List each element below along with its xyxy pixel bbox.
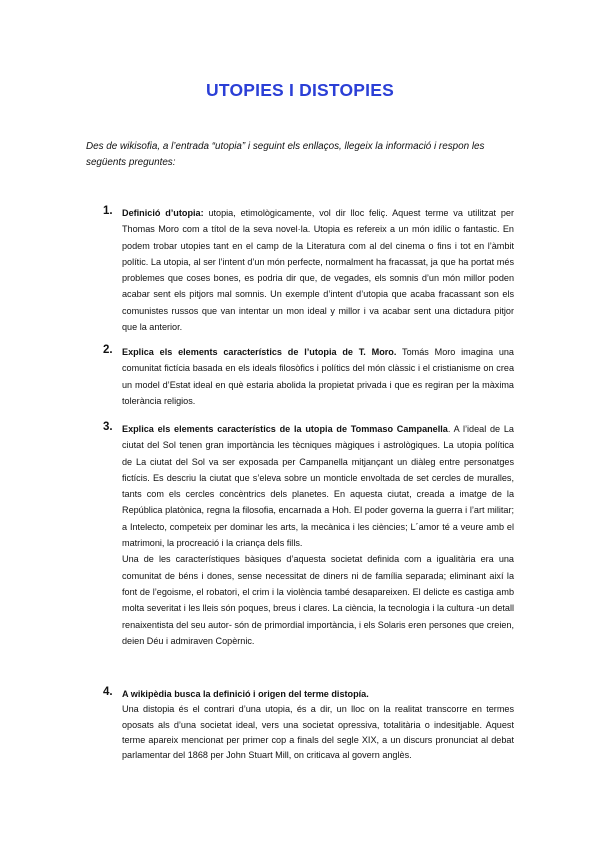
question-2-body: Tomás Moro imagina una comunitat fictícia basada en els ideals filosòfics i polítics del món clàssic i el cristianisme on crea un model d’Estat ideal en què estaria abolida la propietat privada i que es regiran per la màxima tolerància religios.: [122, 347, 514, 406]
question-4-body: Una distopia és el contrari d’una utopia, és a dir, un lloc on la realitat transcorre en termes oposats als d’una societat ideal, vers una societat opressiva, totalitària o indesitjable. Aquest terme apareix mencionat per primer cop a finals del segle XIX, a un discurs pronunciat al debat parlamentar del 1868 per John Stuart Mill, on criticava al govern anglès.: [122, 704, 514, 761]
question-3-body-continued: Una de les característiques bàsiques d’aquesta societat definida com a igualitària era una comunitat de béns i dones, sense necessitat de diners ni de família separada; eliminant així la font de l’egoisme, el robatori, el crim i la violència també desapareixen. El delicte es castiga amb molta severitat i les lleis són poques, breus i clares. La ciència, la tecnologia i la cultura -un detall renaixentista del seu autor- són de primordial importància, i els Solaris eren persones que creien, deien Déu i admiraven Copèrnic.: [122, 554, 514, 646]
question-number-3: 3.: [103, 421, 113, 433]
question-1-body: utopia, etimològicamente, vol dir lloc feliç. Aquest terme va utilitzat per Thomas Moro com a títol de la seva novel·la. Utopia es refereix a un món idílic o fantastic. En podem trobar utopies tant en el camp de la Literatura com al del cinema o fins i tot en l’àmbit polític. La utopia, al ser l’intent d’un món perfecte, normalment ha fracassat, ja que ha portat més problemes que coses bones, es podria dir que, de vegades, els somnis d’un món millor poden acabar sent els pitjors mal somnis. Un exemple d’intent d’utopia que acaba fracassant son els comunistes russos que van intentar un mon ideal y millor i va acabar sent una dictadura pitjor que la anterior.: [122, 208, 514, 333]
page-title: UTOPIES I DISTOPIES: [206, 80, 394, 100]
question-number-4: 4.: [103, 686, 113, 698]
question-1-lead: Definició d’utopia:: [122, 208, 204, 218]
question-3: [122, 421, 514, 649]
instructions-text: Des de wikisofia, a l’entrada “utopia” i seguint els enllaços, llegeix la informació i respon les següents preguntes:: [86, 141, 485, 168]
question-4: [122, 686, 514, 763]
question-2-lead: Explica els elements característics de l’utopia de T. Moro.: [122, 347, 397, 357]
question-2: [122, 344, 514, 409]
question-1: [122, 205, 514, 335]
question-3-body: . A l’ideal de La ciutat del Sol tenen gran importància les tècniques màgiques i astrològiques. La utopia política de La ciutat del Sol va ser exposada per Campanella mitjançant un diàleg entre personatges fictícis. Es descriu la ciutat que s’eleva sobre un monticle envoltada de set cercles de muralles, tants com els cercles concèntrics dels planetes. En aquesta ciutat, creada a imatge de la República platònica, regna la filosofia, encarnada a Hoh. El poder governa la guerra i l’art militar; a Intelecto, competeix per dominar les arts, la mecànica i les ciències; L´amor té a veure amb el matrimoni, la procreació i la criança dels fills.: [122, 424, 514, 549]
question-number-1: 1.: [103, 205, 113, 217]
question-3-lead: Explica els elements característics de la utopia de Tommaso Campanella: [122, 424, 448, 434]
question-number-2: 2.: [103, 344, 113, 356]
question-4-lead: A wikipèdia busca la definició i origen del terme distopía.: [122, 689, 369, 699]
